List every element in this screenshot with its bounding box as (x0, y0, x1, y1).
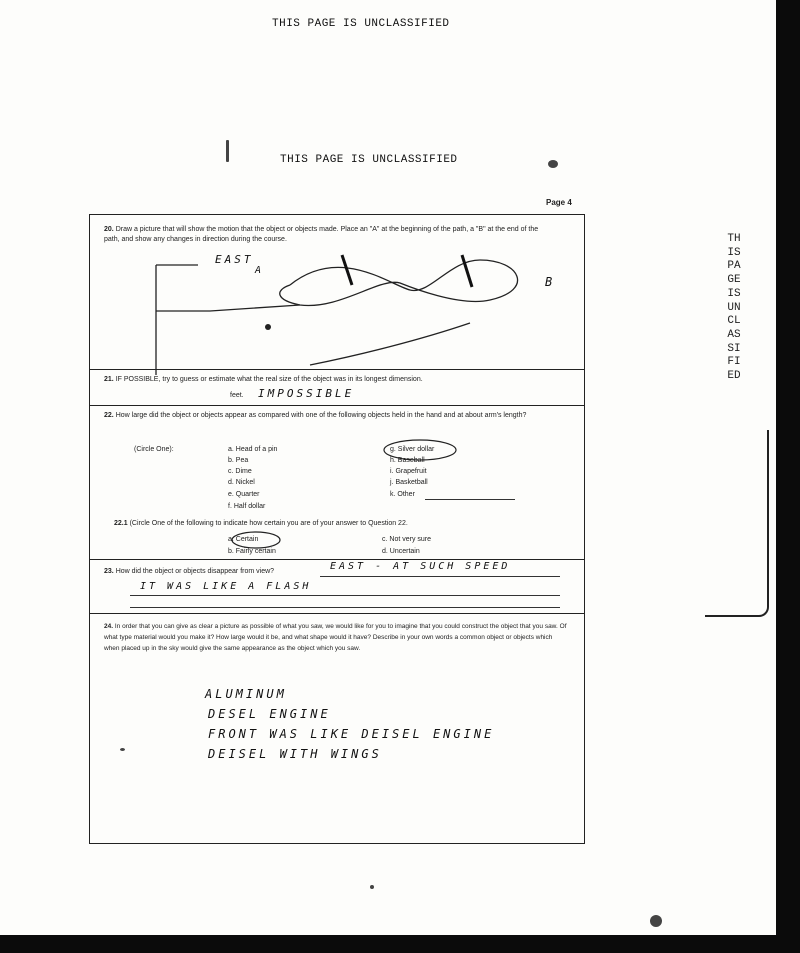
question-21-number: 21. (104, 376, 114, 383)
question-24-answer-line3: FRONT WAS LIKE DEISEL ENGINE (208, 727, 495, 741)
question-23-answer-line1: EAST - AT SUCH SPEED (330, 561, 511, 572)
q22-option-i[interactable]: i. Grapefruit (390, 468, 427, 475)
sketch-label-a: A (255, 265, 265, 276)
question-22-1-text: (Circle One of the following to indicate how certain you are of your answer to Question 22. (129, 520, 408, 527)
classification-stamp-side: THIS PAGE IS UNCLASSIFIED (727, 233, 741, 383)
q22-option-c[interactable]: c. Dime (228, 468, 252, 475)
classification-stamp-top: THIS PAGE IS UNCLASSIFIED (272, 18, 450, 30)
question-24-answer-line4: DEISEL WITH WINGS (208, 747, 382, 761)
question-24-text: In order that you can give as clear a picture as possible of what you saw, we would like for you to imagine that you could construct the object that you saw. Of what type material would you make it? How large would it be, and what shape would it have? Describe in your own words a common object or objects which when placed up in the sky would give the same appearance as the object which you saw. (104, 623, 567, 652)
question-22-1-number: 22.1 (114, 520, 128, 527)
scan-speck (226, 140, 229, 162)
question-21-answer: IMPOSSIBLE (258, 387, 355, 400)
q22-option-j[interactable]: j. Basketball (390, 479, 428, 486)
q22-other-line (425, 499, 515, 500)
question-24-answer-line1: ALUMINUM (205, 687, 287, 701)
question-23-number: 23. (104, 568, 114, 575)
question-20-text: Draw a picture that will show the motion that the object or objects made. Place an "A" at the beginning of the path, a "B" at the end of the path, and show any changes in direction during the course. (104, 226, 539, 243)
classification-stamp-middle: THIS PAGE IS UNCLASSIFIED (280, 154, 458, 166)
question-24-number: 24. (104, 623, 114, 630)
divider (90, 405, 584, 406)
scan-speck (548, 160, 558, 168)
q22-option-f[interactable]: f. Half dollar (228, 503, 266, 510)
question-23-text: How did the object or objects disappear from view? (115, 568, 275, 575)
divider (90, 613, 584, 614)
q23-line (130, 595, 560, 596)
side-bracket-mark (705, 430, 769, 617)
question-22-number: 22. (104, 412, 114, 419)
question-22 (104, 411, 564, 421)
question-21 (104, 375, 564, 385)
question-21-unit: feet. (230, 392, 244, 399)
q22-1-option-c[interactable]: c. Not very sure (382, 536, 432, 543)
page-number: Page 4 (546, 198, 572, 207)
question-23 (104, 567, 274, 577)
question-24-answer-line2: DESEL ENGINE (208, 707, 331, 721)
q22-option-h[interactable]: h. Baseball (390, 457, 425, 464)
question-22-circle-one: (Circle One): (134, 446, 174, 453)
question-21-text: IF POSSIBLE, try to guess or estimate what the real size of the object was in its longest dimension. (115, 376, 423, 383)
scan-speck (370, 885, 374, 889)
q22-option-g[interactable]: g. Silver dollar (390, 446, 435, 453)
q22-option-a[interactable]: a. Head of a pin (228, 446, 278, 453)
divider (90, 369, 584, 370)
q22-1-option-a[interactable]: a. Certain (228, 536, 259, 543)
question-23-answer-line2: IT WAS LIKE A FLASH (140, 581, 312, 592)
questionnaire-form (89, 214, 585, 844)
motion-sketch (90, 215, 586, 375)
q23-line (130, 607, 560, 608)
q23-line (320, 576, 560, 577)
question-24 (104, 621, 569, 654)
q22-1-option-b[interactable]: b. Fairly certain (228, 548, 276, 555)
divider (90, 559, 584, 560)
q22-1-option-d[interactable]: d. Uncertain (382, 548, 420, 555)
scan-speck (650, 915, 662, 927)
q22-option-d[interactable]: d. Nickel (228, 479, 255, 486)
question-20-number: 20. (104, 226, 114, 233)
scan-border-right (776, 0, 800, 953)
scan-border-bottom (0, 935, 800, 953)
question-22-1 (114, 519, 554, 529)
q22-option-b[interactable]: b. Pea (228, 457, 249, 464)
q22-option-e[interactable]: e. Quarter (228, 491, 260, 498)
question-22-text: How large did the object or objects appear as compared with one of the following objects held in the hand and at about arm's length? (115, 412, 527, 419)
q22-option-k[interactable]: k. Other (390, 491, 415, 498)
sketch-label-b: B (545, 275, 556, 289)
sketch-label-east: EAST (215, 253, 254, 266)
